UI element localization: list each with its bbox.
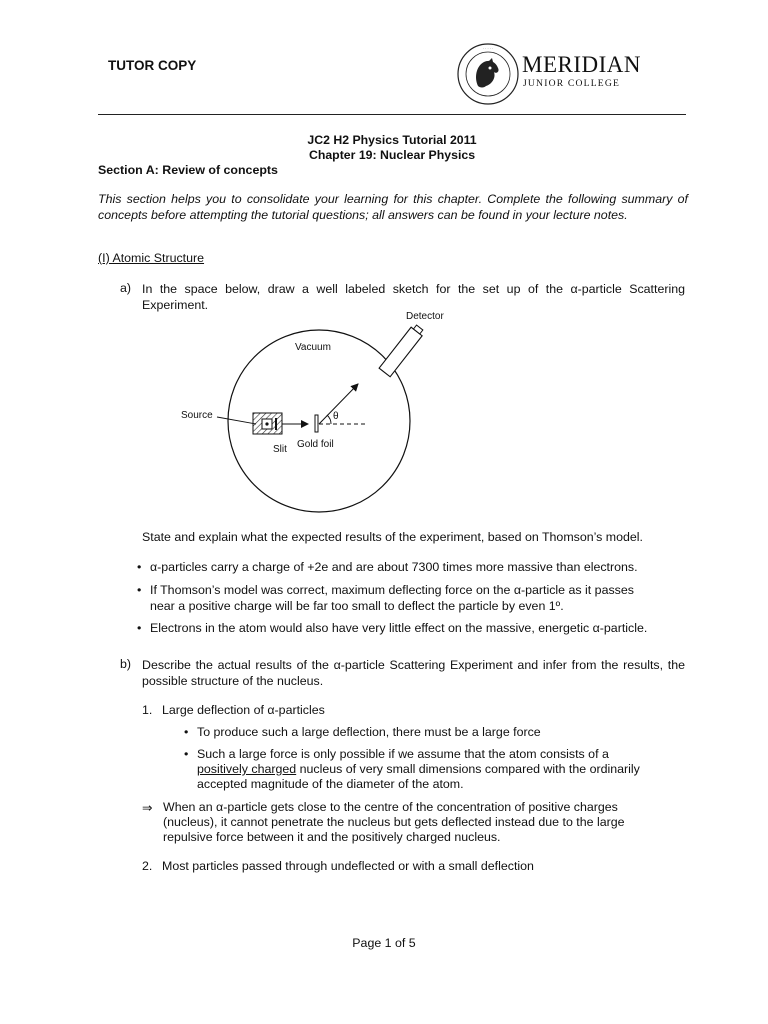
implies-text: When an α-particle gets close to the centre of the concentration of positive charges (nucleus), it cannot penetrate the nucleus but gets deflected instead due to the large repulsive force between it and the positively charged nucleus. — [163, 800, 625, 844]
list-item — [137, 559, 687, 575]
scattering-diagram — [170, 305, 480, 515]
source-label: Source — [181, 410, 213, 421]
bullet-text: To produce such a large deflection, there must be a large force — [197, 725, 541, 739]
part-heading: (I) Atomic Structure — [98, 251, 205, 265]
school-subname: JUNIOR COLLEGE — [523, 78, 621, 89]
list-item — [184, 747, 664, 792]
bullet-text: Electrons in the atom would also have very little effect on the massive, energetic α-particle. — [150, 621, 648, 635]
gold-foil-label: Gold foil — [297, 439, 334, 450]
bullet-text: If Thomson’s model was correct, maximum deflecting force on the α-particle as it passes near a positive charge will be far too small to deflect the particle by even 1º. — [150, 583, 634, 613]
bullet-icon: • — [184, 725, 189, 739]
school-name: MERIDIAN — [522, 52, 641, 77]
section-heading: Section A: Review of concepts — [98, 163, 278, 177]
question-a-text: In the space below, draw a well labeled sketch for the set up of the α-particle Scattering Experiment. — [142, 282, 685, 312]
list-item — [184, 724, 664, 740]
state-explain-prompt: State and explain what the expected results of the experiment, based on Thomson’s model. — [142, 530, 643, 544]
school-logo — [456, 42, 646, 106]
slit-label: Slit — [273, 444, 287, 455]
item-1-number: 1. — [142, 703, 153, 717]
underlined-term: positively charged — [197, 762, 297, 776]
list-item — [137, 620, 687, 636]
question-a-label: a) — [120, 281, 132, 295]
bullet-list-a — [137, 559, 687, 636]
svg-text:· · · · ·: · · · · · — [482, 46, 494, 51]
tutorial-title: JC2 H2 Physics Tutorial 2011 — [307, 133, 477, 147]
item-2-text: Most particles passed through undeflected or with a small deflection — [162, 859, 534, 873]
bullet-text: α-particles carry a charge of +2e and are about 7300 times more massive than electrons. — [150, 560, 638, 574]
bullet-text: Such a large force is only possible if we assume that the atom consists of a — [197, 747, 609, 761]
vacuum-label: Vacuum — [295, 342, 331, 353]
item-1-text: Large deflection of α-particles — [162, 703, 325, 717]
question-b-label: b) — [120, 657, 132, 671]
bullet-icon: • — [137, 583, 142, 597]
theta-label: θ — [333, 411, 339, 422]
chapter-title: Chapter 19: Nuclear Physics — [308, 148, 476, 162]
page-number: Page 1 of 5 — [352, 936, 416, 950]
bullet-icon: • — [137, 560, 142, 574]
implies-icon: ⇒ — [142, 801, 153, 815]
section-intro: This section helps you to consolidate your learning for this chapter. Complete the following summary of concepts before attempting the tutorial questions; all answers can be found in your lecture notes. — [98, 192, 688, 222]
bullet-text-cont: nucleus of very small dimensions compared with the ordinarily accepted magnitude of the diameter of the atom. — [197, 762, 640, 791]
tutor-copy-label: TUTOR COPY — [108, 58, 197, 73]
bullet-icon: • — [184, 747, 189, 761]
list-item — [137, 582, 687, 614]
detector-label: Detector — [406, 311, 444, 322]
question-b-text: Describe the actual results of the α-particle Scattering Experiment and infer from the results, the possible structure of the nucleus. — [142, 658, 685, 688]
item-1-bullets — [184, 724, 664, 792]
bullet-icon: • — [137, 621, 142, 635]
item-2-number: 2. — [142, 859, 153, 873]
header-rule — [98, 114, 686, 115]
